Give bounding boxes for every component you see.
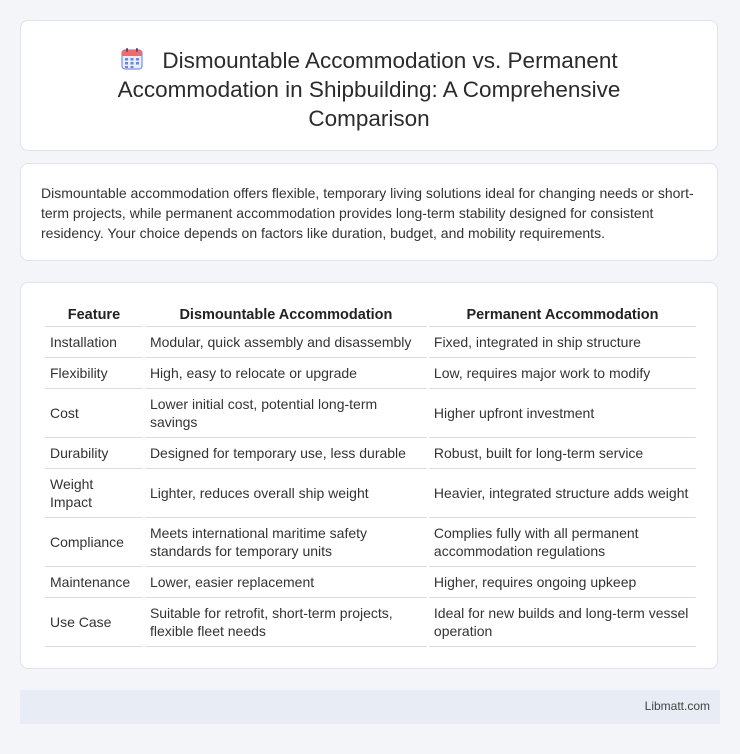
cell-dismountable: High, easy to relocate or upgrade [145,358,427,389]
cell-dismountable: Designed for temporary use, less durable [145,438,427,469]
cell-permanent: Low, requires major work to modify [429,358,696,389]
intro-text: Dismountable accommodation offers flexible, temporary living solutions ideal for changing needs or short-term projects, while permanent accommodation provides long-term stability designed for consistent residency. Your choice depends on factors like duration, budget, and mobility requirements. [41,185,694,241]
cell-dismountable: Lower initial cost, potential long-term savings [145,389,427,438]
cell-feature: Weight Impact [45,469,143,518]
cell-feature: Flexibility [45,358,143,389]
cell-permanent: Heavier, integrated structure adds weight [429,469,696,518]
table-row [45,598,696,647]
calendar-icon [120,47,144,71]
header-dismountable: Dismountable Accommodation [145,303,427,327]
cell-dismountable: Lower, easier replacement [145,567,427,598]
page-title-text: Dismountable Accommodation vs. Permanent Accommodation in Shipbuilding: A Comprehensive Comparison [117,48,621,131]
table-row [45,518,696,567]
cell-feature: Installation [45,327,143,358]
cell-feature: Durability [45,438,143,469]
table-header-row [45,303,696,327]
cell-permanent: Higher upfront investment [429,389,696,438]
table-row [45,438,696,469]
footer-brand[interactable]: Libmatt.com [644,699,710,713]
intro-card [20,163,718,261]
table-row [45,327,696,358]
footer [20,690,720,724]
cell-feature: Maintenance [45,567,143,598]
cell-feature: Compliance [45,518,143,567]
cell-permanent: Fixed, integrated in ship structure [429,327,696,358]
cell-dismountable: Suitable for retrofit, short-term projects, flexible fleet needs [145,598,427,647]
table-row [45,469,696,518]
header-permanent: Permanent Accommodation [429,303,696,327]
table-row [45,567,696,598]
table-row [45,358,696,389]
comparison-table [43,303,698,647]
cell-permanent: Robust, built for long-term service [429,438,696,469]
cell-permanent: Ideal for new builds and long-term vessel operation [429,598,696,647]
comparison-card [20,282,718,669]
title-card [20,20,718,151]
cell-permanent: Higher, requires ongoing upkeep [429,567,696,598]
cell-dismountable: Modular, quick assembly and disassembly [145,327,427,358]
cell-permanent: Complies fully with all permanent accommodation regulations [429,518,696,567]
header-feature: Feature [45,303,143,327]
cell-dismountable: Lighter, reduces overall ship weight [145,469,427,518]
cell-feature: Cost [45,389,143,438]
page-title [21,21,717,133]
cell-dismountable: Meets international maritime safety standards for temporary units [145,518,427,567]
table-row [45,389,696,438]
cell-feature: Use Case [45,598,143,647]
